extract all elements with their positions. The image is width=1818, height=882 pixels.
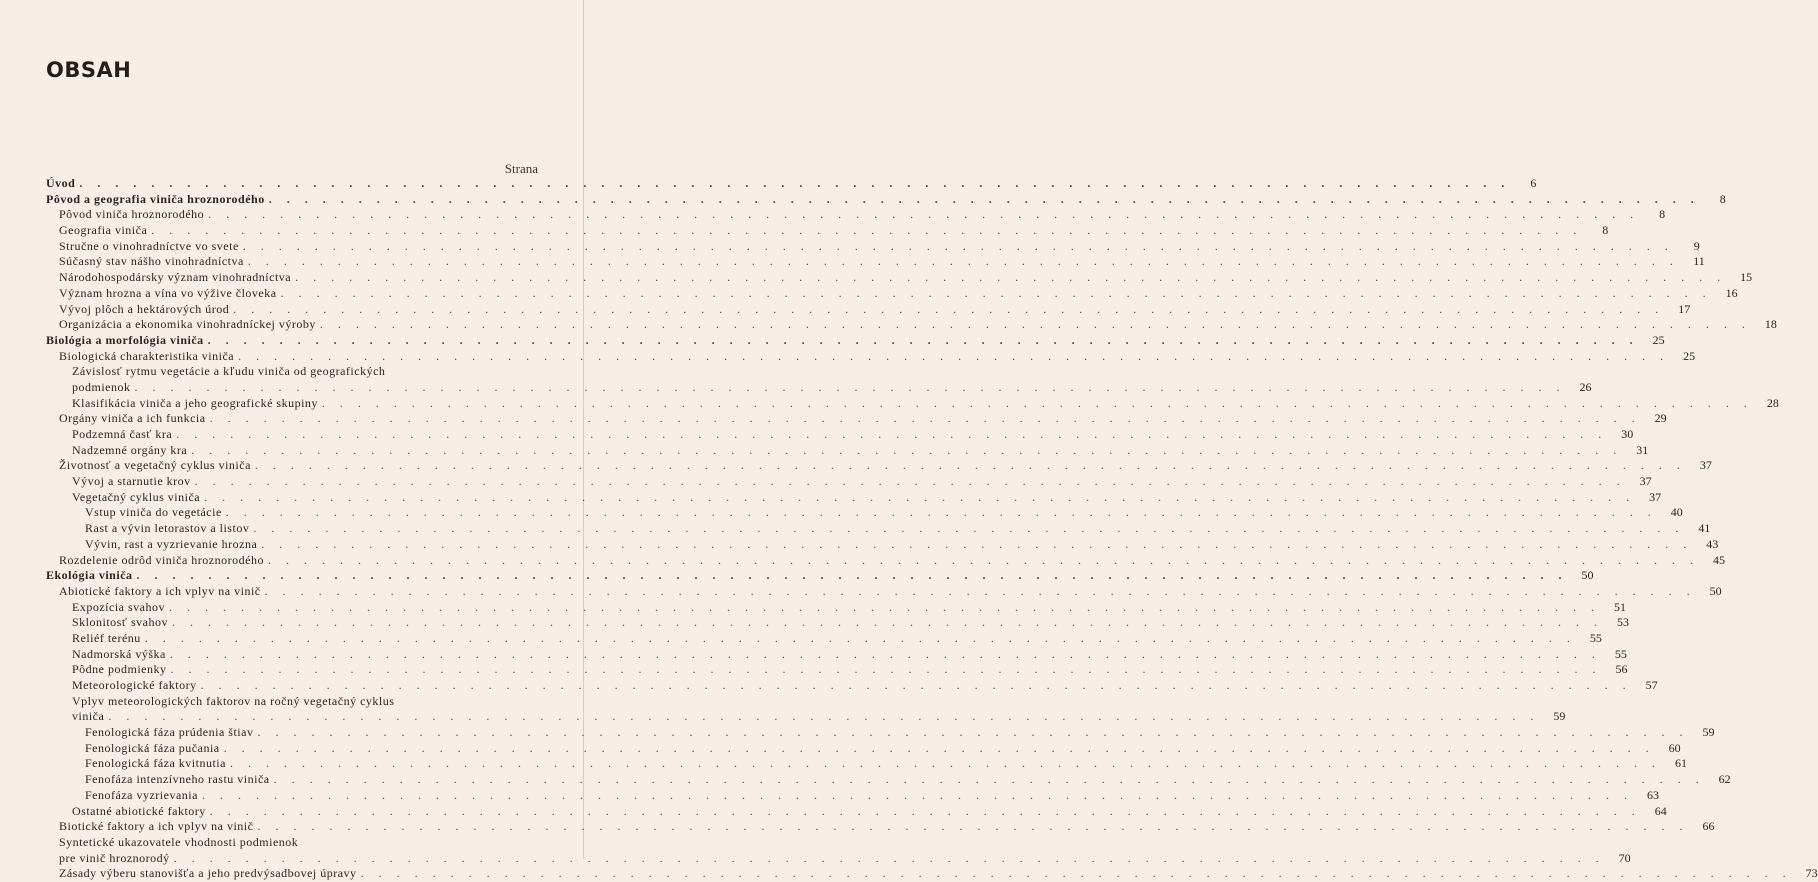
toc-dot-leader: . . . . . . . . . . . . . . . . . . . . . . . . . . . . . . . . . . . . . . . . . . . . . . . . . . . . . . . . . . . . . . . . . . . . . . . . . . . . . . . . (253, 521, 1685, 536)
toc-entry (46, 317, 1777, 333)
page-title: OBSAH (46, 58, 132, 82)
toc-entry (46, 411, 1667, 427)
toc-entry-page: 9 (1693, 238, 1700, 253)
toc-entry-page: 50 (1581, 568, 1594, 583)
toc-entry-page: 37 (1639, 474, 1652, 489)
toc-entry-title: Nadmorská výška (72, 646, 166, 661)
toc-entry-page: 8 (1719, 191, 1726, 206)
toc-entry-page: 55 (1589, 630, 1602, 645)
toc-dot-leader: . . . . . . . . . . . . . . . . . . . . . . . . . . . . . . . . . . . . . . . . . . . . . . . . . . . . . . . . . . . . . . . . . . . . . . . . . . . . . . . . (209, 411, 1641, 426)
toc-entry (46, 835, 539, 851)
toc-dot-leader: . . . . . . . . . . . . . . . . . . . . . . . . . . . . . . . . . . . . . . . . . . . . . . . . . . . . . . . . . . . . . . . . . . . . . . . . . . . . . . . . (273, 772, 1705, 787)
toc-entry-title: Podzemná časť kra (72, 427, 173, 441)
toc-dot-leader: . . . . . . . . . . . . . . . . . . . . . . . . . . . . . . . . . . . . . . . . . . . . . . . . . . . . . . . . . . . . . . . . . . . . . . . . . . . . . . . . (319, 317, 1751, 332)
toc-entry-page: 64 (1654, 803, 1667, 818)
toc-dot-leader: . . . . . . . . . . . . . . . . . . . . . . . . . . . . . . . . . . . . . . . . . . . . . . . . . . . . . . . . . . . . . . . . . . . . . . . . . . . . . . . . (321, 395, 1753, 410)
toc-entry-page: 73 (1805, 866, 1818, 881)
toc-entry-page: 25 (1652, 332, 1665, 347)
toc-entry-title: Súčasný stav nášho vinohradníctva (59, 254, 244, 269)
toc-entry-title: Fenologická fáza kvitnutia (85, 756, 226, 771)
toc-entry-page: 37 (1649, 489, 1662, 504)
toc-entry (46, 725, 1715, 741)
table-of-contents (46, 176, 1818, 882)
toc-entry (46, 568, 1594, 584)
toc-entry (46, 740, 1681, 757)
toc-dot-leader: . . . . . . . . . . . . . . . . . . . . . . . . . . . . . . . . . . . . . . . . . . . . . . . . . . . . . . . . . . . . . . . . . . . . . . . . . . . . . . . . (201, 787, 1633, 802)
toc-entry-page: 30 (1621, 427, 1634, 441)
toc-entry-page: 61 (1674, 756, 1687, 771)
toc-entry-page: 40 (1670, 505, 1683, 520)
toc-entry (46, 709, 1566, 725)
toc-entry-title: Zásady výberu stanovišťa a jeho predvýsadbovej úpravy (59, 866, 357, 881)
toc-entry-page: 59 (1702, 725, 1715, 740)
toc-entry (46, 254, 1705, 270)
toc-entry (46, 866, 1818, 882)
toc-entry (46, 599, 1626, 616)
toc-entry-title: Expozícia svahov (72, 599, 165, 614)
toc-entry-title: Rozdelenie odrôd viniča hroznorodého (59, 552, 264, 567)
toc-entry-page: 66 (1702, 819, 1715, 834)
toc-dot-leader: . . . . . . . . . . . . . . . . . . . . . . . . . . . . . . . . . . . . . . . . . . . . . . . . . . . . . . . . . . . . . . . . . . . . . . . . . . . . . . . . (207, 332, 1639, 347)
toc-dot-leader: . . . . . . . . . . . . . . . . . . . . . . . . . . . . . . . . . . . . . . . . . . . . . . . . . . . . . . . . . . . . . . . . . . . . . . . . . . . . . . . . (280, 285, 1712, 300)
toc-entry (46, 521, 1711, 537)
toc-dot-leader: . . . . . . . . . . . . . . . . . . . . . . . . . . . . . . . . . . . . . . . . . . . . . . . . . . . . . . . . . . . . . . . . . . . . . . . . . . . . . . . . (208, 207, 1640, 222)
toc-entry-page: 51 (1613, 599, 1626, 614)
toc-dot-leader: . . . . . . . . . . . . . . . . . . . . . . . . . . . . . . . . . . . . . . . . . . . . . . . . . . . . . . . . . . . . . . . . . . . . . . . . . . . . . . . . (268, 191, 1700, 206)
toc-entry (46, 756, 1687, 772)
toc-entry-page: 8 (1659, 207, 1666, 222)
toc-entry-page: 60 (1668, 740, 1681, 755)
toc-entry-title: Význam hrozna a vína vo výžive človeka (59, 285, 277, 300)
toc-entry-page: 59 (1553, 709, 1566, 724)
toc-entry-page: 18 (1764, 317, 1777, 332)
toc-entry-title: Biotické faktory a ich vplyv na vinič (59, 819, 254, 834)
toc-entry-title: Biologická charakteristika viniča (59, 348, 235, 363)
toc-dot-leader: . . . . . . . . . . . . . . . . . . . . . . . . . . . . . . . . . . . . . . . . . . . . . . . . . . . . . . . . . . . . . . . . . . . . . . . . . . . . . . . . (176, 427, 1608, 441)
toc-entry-page: 11 (1693, 254, 1705, 269)
toc-entry-title: Abiotické faktory a ich vplyv na vinič (59, 583, 261, 598)
toc-entry-title: Ekológia viniča (46, 568, 133, 583)
toc-entry-page: 70 (1618, 850, 1631, 865)
toc-entry (46, 819, 1715, 835)
toc-entry (46, 552, 1725, 569)
toc-entry-page: 17 (1678, 301, 1691, 316)
toc-entry-title: Syntetické ukazovatele vhodnosti podmienok (59, 834, 299, 849)
toc-entry (46, 458, 1712, 474)
toc-entry-title: Pôdne podmienky (72, 662, 167, 677)
toc-dot-leader: . . . . . . . . . . . . . . . . . . . . . . . . . . . . . . . . . . . . . . . . . . . . . . . . . . . . . . . . . . . . . . . . . . . . . . . . . . . . . . . . (134, 379, 1566, 394)
toc-entry (46, 427, 1634, 443)
toc-dot-leader: . . . . . . . . . . . . . . . . . . . . . . . . . . . . . . . . . . . . . . . . . . . . . . . . . . . . . . . . . . . . . . . . . . . . . . . . . . . . . . . . (204, 489, 1636, 504)
toc-entry (46, 694, 539, 710)
toc-entry-title: Geografia viniča (59, 223, 148, 238)
toc-dot-leader: . . . . . . . . . . . . . . . . . . . . . . . . . . . . . . . . . . . . . . . . . . . . . . . . . . . . . . . . . . . . . . . . . . . . . . . . . . . . . . . . (194, 474, 1626, 489)
toc-entry (46, 191, 1726, 208)
toc-entry-title: Nadzemné orgány kra (72, 442, 188, 457)
toc-dot-leader: . . . . . . . . . . . . . . . . . . . . . . . . . . . . . . . . . . . . . . . . . . . . . . . . . . . . . . . . . . . . . . . . . . . . . . . . . . . . . . . . (200, 678, 1632, 692)
toc-entry-page: 55 (1614, 646, 1627, 661)
toc-dot-leader: . . . . . . . . . . . . . . . . . . . . . . . . . . . . . . . . . . . . . . . . . . . . . . . . . . . . . . . . . . . . . . . . . . . . . . . . . . . . . . . . (108, 709, 1540, 724)
toc-dot-leader: . . . . . . . . . . . . . . . . . . . . . . . . . . . . . . . . . . . . . . . . . . . . . . . . . . . . . . . . . . . . . . . . . . . . . . . . . . . . . . . . (151, 223, 1583, 238)
toc-dot-leader: . . . . . . . . . . . . . . . . . . . . . . . . . . . . . . . . . . . . . . . . . . . . . . . . . . . . . . . . . . . . . . . . . . . . . . . . . . . . . . . . (170, 662, 1602, 677)
toc-dot-leader: . . . . . . . . . . . . . . . . . . . . . . . . . . . . . . . . . . . . . . . . . . . . . . . . . . . . . . . . . . . . . . . . . . . . . . . . . . . . . . . . (264, 583, 1696, 598)
toc-dot-leader: . . . . . . . . . . . . . . . . . . . . . . . . . . . . . . . . . . . . . . . . . . . . . . . . . . . . . . . . . . . . . . . . . . . . . . . . . . . . . . . . (209, 803, 1641, 818)
toc-entry (46, 646, 1627, 663)
toc-dot-leader: . . . . . . . . . . . . . . . . . . . . . . . . . . . . . . . . . . . . . . . . . . . . . . . . . . . . . . . . . . . . . . . . . . . . . . . . . . . . . . . . (295, 270, 1727, 285)
toc-entry-title: viniča (72, 709, 105, 724)
toc-dot-leader: . . . . . . . . . . . . . . . . . . . . . . . . . . . . . . . . . . . . . . . . . . . . . . . . . . . . . . . . . . . . . . . . . . . . . . . . . . . . . . . . (233, 301, 1665, 316)
toc-entry-title: Vegetačný cyklus viniča (72, 489, 201, 504)
toc-entry (46, 207, 1666, 223)
toc-dot-leader: . . . . . . . . . . . . . . . . . . . . . . . . . . . . . . . . . . . . . . . . . . . . . . . . . . . . . . . . . . . . . . . . . . . . . . . . . . . . . . . . (136, 568, 1568, 583)
toc-entry-title: Biológia a morfológia viniča (46, 332, 204, 347)
toc-dot-leader: . . . . . . . . . . . . . . . . . . . . . . . . . . . . . . . . . . . . . . . . . . . . . . . . . . . . . . . . . . . . . . . . . . . . . . . . . . . . . . . . (191, 442, 1623, 457)
toc-entry-title: Vplyv meteorologických faktorov na ročný vegetačný cyklus (72, 693, 395, 708)
toc-entry-title: Vývoj a starnutie krov (72, 474, 191, 489)
toc-dot-leader: . . . . . . . . . . . . . . . . . . . . . . . . . . . . . . . . . . . . . . . . . . . . . . . . . . . . . . . . . . . . . . . . . . . . . . . . . . . . . . . . (169, 646, 1601, 661)
toc-entry-page: 28 (1766, 395, 1779, 410)
toc-dot-leader: . . . . . . . . . . . . . . . . . . . . . . . . . . . . . . . . . . . . . . . . . . . . . . . . . . . . . . . . . . . . . . . . . . . . . . . . . . . . . . . . (267, 552, 1699, 567)
toc-entry-page: 31 (1636, 442, 1649, 457)
toc-dot-leader: . . . . . . . . . . . . . . . . . . . . . . . . . . . . . . . . . . . . . . . . . . . . . . . . . . . . . . . . . . . . . . . . . . . . . . . . . . . . . . . . (360, 866, 1792, 881)
toc-entry (46, 615, 1629, 631)
toc-entry-title: Vývin, rast a vyzrievanie hrozna (85, 536, 258, 551)
toc-entry-page: 26 (1579, 379, 1592, 394)
toc-entry-title: pre vinič hroznorodý (59, 850, 170, 865)
toc-entry-page: 16 (1725, 285, 1738, 300)
toc-entry-page: 57 (1645, 678, 1658, 692)
toc-entry (46, 442, 1649, 459)
toc-entry (46, 364, 539, 380)
toc-entry-page: 56 (1615, 662, 1628, 677)
toc-entry (46, 474, 1652, 490)
toc-entry-page: 63 (1646, 787, 1659, 802)
toc-entry-page: 62 (1718, 772, 1731, 787)
toc-entry-title: Fenologická fáza pučania (85, 740, 220, 755)
toc-entry-title: Životnosť a vegetačný cyklus viniča (59, 458, 251, 473)
toc-dot-leader: . . . . . . . . . . . . . . . . . . . . . . . . . . . . . . . . . . . . . . . . . . . . . . . . . . . . . . . . . . . . . . . . . . . . . . . . . . . . . . . . (238, 348, 1670, 363)
toc-entry (46, 238, 1700, 255)
toc-entry (46, 301, 1691, 318)
toc-dot-leader: . . . . . . . . . . . . . . . . . . . . . . . . . . . . . . . . . . . . . . . . . . . . . . . . . . . . . . . . . . . . . . . . . . . . . . . . . . . . . . . . (144, 630, 1576, 645)
toc-entry-title: Rast a vývin letorastov a listov (85, 521, 250, 536)
toc-entry-title: Stručne o vinohradníctve vo svete (59, 238, 239, 253)
toc-entry (46, 176, 1537, 192)
toc-entry (46, 348, 1696, 365)
toc-entry-page: 50 (1709, 583, 1722, 598)
toc-dot-leader: . . . . . . . . . . . . . . . . . . . . . . . . . . . . . . . . . . . . . . . . . . . . . . . . . . . . . . . . . . . . . . . . . . . . . . . . . . . . . . . . (223, 740, 1655, 755)
toc-entry-title: Fenofáza vyzrievania (85, 787, 198, 802)
toc-entry (46, 270, 1753, 286)
toc-entry (46, 332, 1665, 349)
toc-entry-title: Vstup viniča do vegetácie (85, 505, 222, 520)
toc-entry (46, 223, 1609, 239)
toc-entry (46, 583, 1722, 600)
toc-entry-page: 29 (1654, 411, 1667, 426)
toc-dot-leader: . . . . . . . . . . . . . . . . . . . . . . . . . . . . . . . . . . . . . . . . . . . . . . . . . . . . . . . . . . . . . . . . . . . . . . . . . . . . . . . . (247, 254, 1679, 269)
toc-dot-leader: . . . . . . . . . . . . . . . . . . . . . . . . . . . . . . . . . . . . . . . . . . . . . . . . . . . . . . . . . . . . . . . . . . . . . . . . . . . . . . . . (254, 458, 1686, 473)
toc-entry-page: 43 (1706, 536, 1719, 551)
toc-entry-title: Reliéf terénu (72, 630, 141, 645)
toc-entry-page: 6 (1530, 176, 1537, 190)
toc-entry-title: Pôvod a geografia viniča hroznorodého (46, 191, 265, 206)
toc-dot-leader: . . . . . . . . . . . . . . . . . . . . . . . . . . . . . . . . . . . . . . . . . . . . . . . . . . . . . . . . . . . . . . . . . . . . . . . . . . . . . . . . (173, 850, 1605, 865)
toc-entry-title: Orgány viniča a ich funkcia (59, 411, 206, 426)
toc-entry (46, 630, 1602, 647)
toc-entry-page: 15 (1740, 270, 1753, 285)
toc-entry (46, 662, 1628, 678)
toc-entry-title: Vývoj plôch a hektárových úrod (59, 301, 230, 316)
toc-entry-title: podmienok (72, 379, 131, 394)
toc-dot-leader: . . . . . . . . . . . . . . . . . . . . . . . . . . . . . . . . . . . . . . . . . . . . . . . . . . . . . . . . . . . . . . . . . . . . . . . . . . . . . . . . (171, 615, 1603, 630)
toc-entry-title: Pôvod viniča hroznorodého (59, 207, 205, 222)
toc-entry (46, 505, 1683, 521)
toc-dot-leader: . . . . . . . . . . . . . . . . . . . . . . . . . . . . . . . . . . . . . . . . . . . . . . . . . . . . . . . . . . . . . . . . . . . . . . . . . . . . . . . . (229, 756, 1661, 771)
toc-entry-title: Fenologická fáza prúdenia štiav (85, 725, 254, 740)
toc-entry-title: Meteorologické faktory (72, 678, 197, 692)
toc-entry (46, 285, 1738, 302)
toc-entry-title: Fenofáza intenzívneho rastu viniča (85, 772, 270, 787)
toc-dot-leader: . . . . . . . . . . . . . . . . . . . . . . . . . . . . . . . . . . . . . . . . . . . . . . . . . . . . . . . . . . . . . . . . . . . . . . . . . . . . . . . . (242, 238, 1674, 253)
toc-entry (46, 678, 1658, 694)
toc-entry (46, 772, 1731, 788)
toc-entry-title: Národohospodársky význam vinohradníctva (59, 270, 292, 285)
toc-entry-page: 45 (1712, 552, 1725, 567)
page-column-label: Strana (504, 161, 538, 176)
toc-entry-page: 41 (1698, 521, 1711, 536)
toc-dot-leader: . . . . . . . . . . . . . . . . . . . . . . . . . . . . . . . . . . . . . . . . . . . . . . . . . . . . . . . . . . . . . . . . . . . . . . . . . . . . . . . . (257, 725, 1689, 740)
toc-dot-leader: . . . . . . . . . . . . . . . . . . . . . . . . . . . . . . . . . . . . . . . . . . . . . . . . . . . . . . . . . . . . . . . . . . . . . . . . . . . . . . . . (79, 176, 1511, 190)
toc-entry (46, 803, 1667, 820)
toc-dot-leader: . . . . . . . . . . . . . . . . . . . . . . . . . . . . . . . . . . . . . . . . . . . . . . . . . . . . . . . . . . . . . . . . . . . . . . . . . . . . . . . . (261, 536, 1693, 551)
toc-entry-title: Klasifikácia viniča a jeho geografické skupiny (72, 395, 318, 410)
toc-entry (46, 379, 1592, 396)
toc-entry-title: Závislosť rytmu vegetácie a kľudu viniča od geografických (72, 364, 386, 379)
toc-entry (46, 536, 1719, 553)
toc-entry-title: Organizácia a ekonomika vinohradníckej výroby (59, 317, 316, 332)
toc-entry-page: 37 (1699, 458, 1712, 473)
toc-dot-leader: . . . . . . . . . . . . . . . . . . . . . . . . . . . . . . . . . . . . . . . . . . . . . . . . . . . . . . . . . . . . . . . . . . . . . . . . . . . . . . . . (257, 819, 1689, 834)
toc-entry-title: Úvod (46, 176, 76, 190)
toc-entry-title: Ostatné abiotické faktory (72, 803, 206, 818)
toc-entry (46, 850, 1631, 867)
toc-dot-leader: . . . . . . . . . . . . . . . . . . . . . . . . . . . . . . . . . . . . . . . . . . . . . . . . . . . . . . . . . . . . . . . . . . . . . . . . . . . . . . . . (168, 599, 1600, 614)
toc-entry-page: 25 (1683, 348, 1696, 363)
toc-entry (46, 395, 1779, 412)
toc-entry-title: Sklonitosť svahov (72, 615, 168, 630)
toc-entry (46, 787, 1659, 804)
toc-entry-page: 8 (1602, 223, 1609, 238)
toc-entry (46, 489, 1662, 506)
toc-entry-page: 53 (1616, 615, 1629, 630)
toc-dot-leader: . . . . . . . . . . . . . . . . . . . . . . . . . . . . . . . . . . . . . . . . . . . . . . . . . . . . . . . . . . . . . . . . . . . . . . . . . . . . . . . . (225, 505, 1657, 520)
